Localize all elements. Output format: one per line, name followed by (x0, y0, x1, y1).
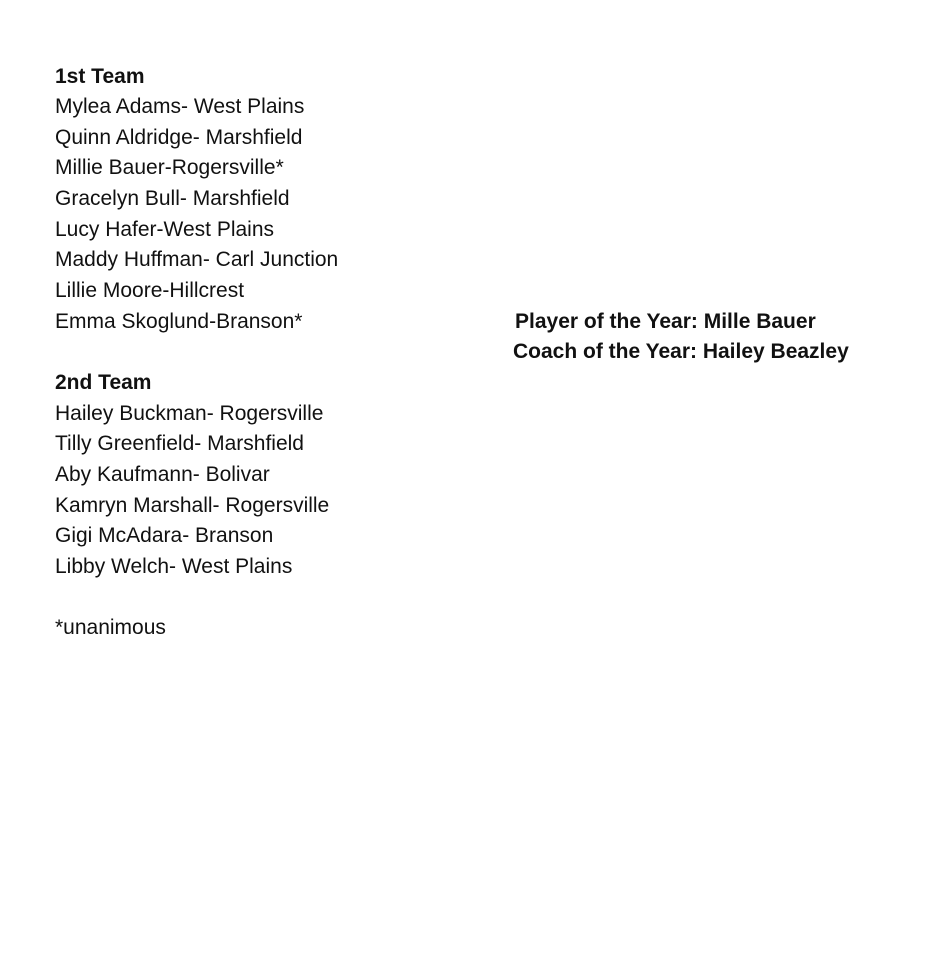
second-team-heading: 2nd Team (55, 371, 152, 394)
first-team-player: Lillie Moore-Hillcrest (55, 279, 245, 302)
first-team-player: Emma Skoglund-Branson* (55, 310, 303, 333)
first-team-player: Millie Bauer-Rogersville* (55, 156, 284, 179)
second-team-player: Kamryn Marshall- Rogersville (55, 494, 330, 517)
second-team-player: Hailey Buckman- Rogersville (55, 402, 324, 425)
second-team-player: Aby Kaufmann- Bolivar (55, 463, 270, 486)
first-team-player: Maddy Huffman- Carl Junction (55, 248, 339, 271)
footnote: *unanimous (55, 616, 166, 639)
coach-of-year-award: Coach of the Year: Hailey Beazley (513, 340, 849, 363)
first-team-player: Gracelyn Bull- Marshfield (55, 187, 290, 210)
second-team-player: Tilly Greenfield- Marshfield (55, 432, 304, 455)
first-team-player: Quinn Aldridge- Marshfield (55, 126, 303, 149)
player-of-year-award: Player of the Year: Mille Bauer (515, 310, 816, 333)
first-team-heading: 1st Team (55, 65, 145, 88)
first-team-player: Mylea Adams- West Plains (55, 95, 305, 118)
second-team-player: Gigi McAdara- Branson (55, 524, 274, 547)
second-team-player: Libby Welch- West Plains (55, 555, 293, 578)
first-team-player: Lucy Hafer-West Plains (55, 218, 275, 241)
